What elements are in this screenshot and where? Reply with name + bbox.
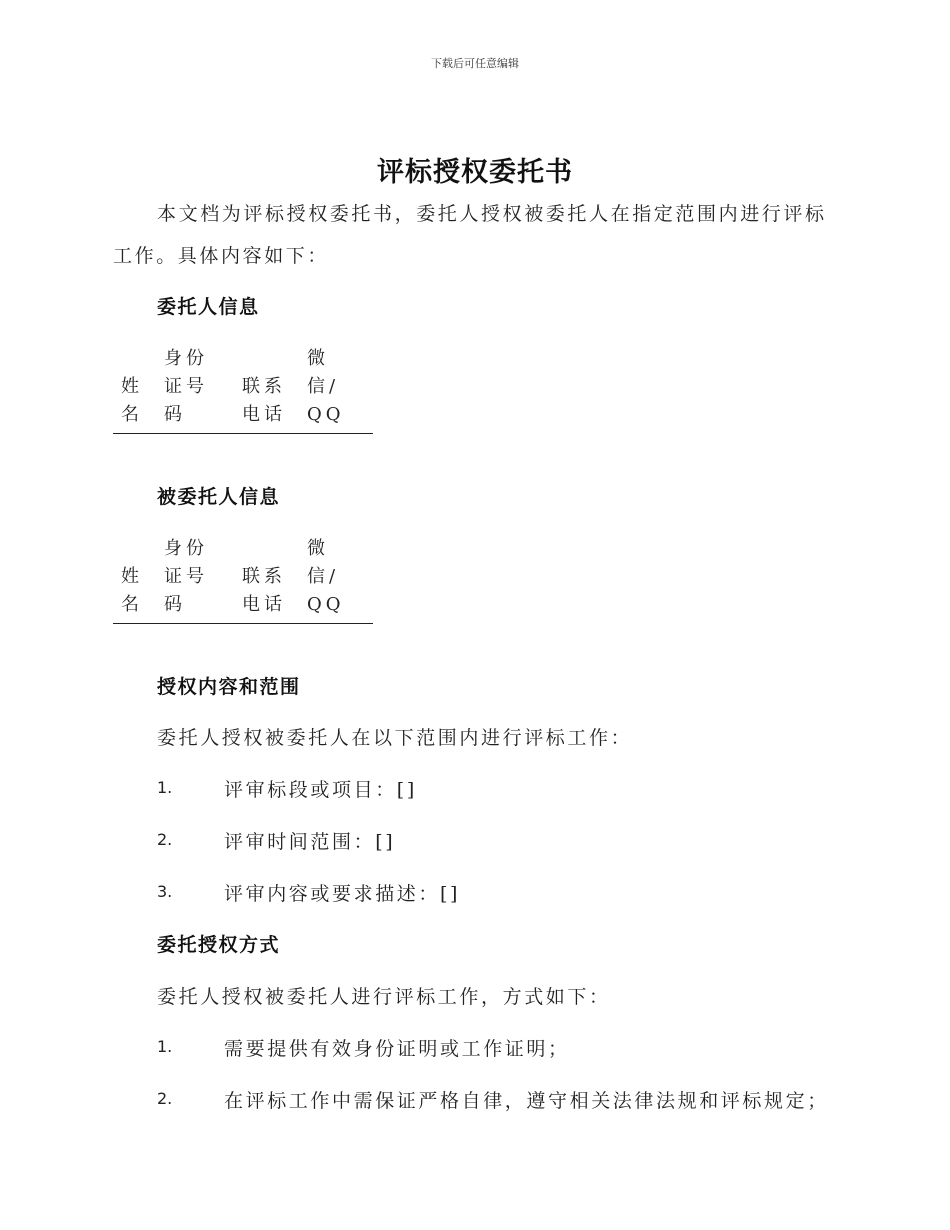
table-header-wechat-qq: 微 信/ QQ bbox=[307, 538, 345, 615]
list-text: 评审内容或要求描述：[] bbox=[224, 883, 461, 905]
list-text: 在评标工作中需保证严格自律，遵守相关法律法规和评标规定； bbox=[224, 1090, 829, 1112]
table-header-name: 姓 名 bbox=[121, 376, 143, 425]
table-header-id-number: 身份 证号 码 bbox=[164, 538, 208, 615]
list-number: 2. bbox=[157, 1089, 173, 1108]
list-text: 需要提供有效身份证明或工作证明； bbox=[224, 1038, 570, 1060]
table-header-phone: 联系 电话 bbox=[242, 376, 286, 425]
method-lead-paragraph: 委托人授权被委托人进行评标工作，方式如下： bbox=[157, 986, 611, 1008]
scope-lead-paragraph: 委托人授权被委托人在以下范围内进行评标工作： bbox=[157, 727, 633, 749]
table-header-wechat-qq: 微 信/ QQ bbox=[307, 348, 345, 425]
agent-info-table bbox=[113, 530, 373, 624]
list-number: 3. bbox=[157, 882, 173, 901]
page-header-note: 下载后可任意编辑 bbox=[431, 57, 519, 70]
list-number: 2. bbox=[157, 830, 173, 849]
scope-heading: 授权内容和范围 bbox=[157, 676, 301, 698]
table-header-phone: 联系 电话 bbox=[242, 566, 286, 615]
method-heading: 委托授权方式 bbox=[157, 934, 281, 956]
principal-info-table bbox=[113, 340, 373, 434]
list-number: 1. bbox=[157, 1037, 173, 1056]
intro-paragraph: 本文档为评标授权委托书，委托人授权被委托人在指定范围内进行评标工作。具体内容如下： bbox=[113, 203, 827, 267]
document-title: 评标授权委托书 bbox=[377, 157, 573, 188]
principal-info-heading: 委托人信息 bbox=[157, 296, 260, 318]
agent-info-heading: 被委托人信息 bbox=[157, 486, 281, 508]
list-number: 1. bbox=[157, 778, 173, 797]
table-header-id-number: 身份 证号 码 bbox=[164, 348, 208, 425]
table-header-name: 姓 名 bbox=[121, 566, 143, 615]
list-text: 评审时间范围：[] bbox=[224, 831, 396, 853]
list-text: 评审标段或项目：[] bbox=[224, 779, 417, 801]
